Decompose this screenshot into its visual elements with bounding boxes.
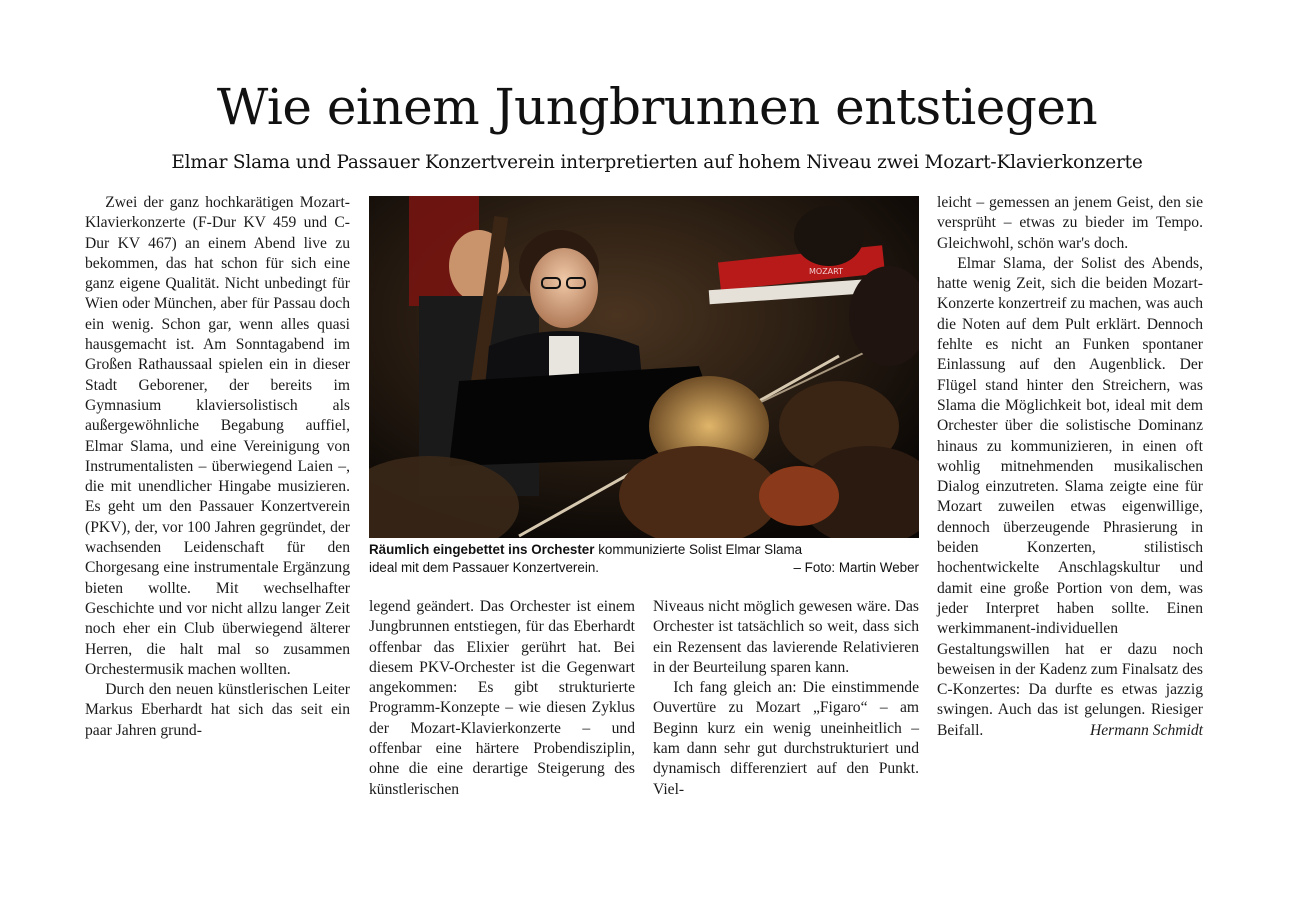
caption-text: kommunizierte Solist Elmar Slama [594, 542, 803, 557]
article-column-2 [369, 597, 635, 800]
paragraph: Niveaus nicht möglich gewesen wäre. Das Orchester ist tatsächlich so weit, dass sich ein Rezensent das lavierende Relativieren in der Beurteilung sparen kann. [653, 598, 919, 676]
concert-photo-illustration [369, 196, 919, 538]
paragraph-text: Elmar Slama, der Solist des Abends, hatte wenig Zeit, sich die beiden Mozart-Konzerte konzertreif zu machen, was auch die Noten auf dem Pult erklärt. Dennoch fehlte es nicht an Funken spontaner Einlassung auf den Augenblick. Der Flügel stand hinter den Streichern, was Slama die Möglichkeit bot, ideal mit dem Orchester über die solistische Dominanz hinaus zu kommunizieren, in einen oft wohlig mitnehmenden musikalischen Dialog einzutreten. Slama zeigte eine für Mozart zuweilen etwas eigenwillige, dennoch überzeugende Phrasierung in beiden Konzerten, stilistisch hochentwickelte Anschlagskultur und damit eine große Portion von dem, was jeder Interpret haben sollte. Einen werkimmanent-individuellen Gestaltungswillen hat er dazu noch beweisen in der Kadenz zum Finalsatz des C-Konzertes: Da durfte es etwas jazzig swingen. Auch das ist gelungen. Riesiger Beifall. [937, 254, 1203, 739]
paragraph: Ich fang gleich an: Die einstimmende Ouvertüre zu Mozart „Figaro“ – am Beginn kurz ein wenig uneinheitlich – kam dann sehr gut durchstrukturiert und dynamisch differenziert auf den Punkt. Viel- [653, 679, 919, 798]
photo-credit: – Foto: Martin Weber [793, 560, 919, 575]
article-column-1 [85, 193, 350, 741]
paragraph: legend geändert. Das Orchester ist einem Jungbrunnen entstiegen, für das Eberhardt offenbar das Elixier gerührt hat. Bei diesem PKV-Orchester ist die Gegenwart angekommen: Es gibt strukturierte Programm-Konzepte – wie diesen Zyklus der Mozart-Klavierkonzerte – und offenbar eine härtere Probendisziplin, ohne die eine derartige Steigerung des künstlerischen [369, 598, 635, 798]
headline: Wie einem Jungbrunnen entstiegen [216, 78, 1098, 136]
author-byline: Hermann Schmidt [1089, 721, 1203, 739]
sheet-music-label: MOZART [809, 267, 844, 276]
article-column-4 [937, 193, 1203, 741]
subheadline: Elmar Slama und Passauer Konzertverein interpretierten auf hohem Niveau zwei Mozart-Klavierkonzerte [171, 152, 1143, 173]
paragraph: Durch den neuen künstlerischen Leiter Markus Eberhardt hat sich das seit ein paar Jahren grund- [85, 681, 350, 739]
caption-bold: Räumlich eingebettet ins Orchester [369, 542, 595, 557]
concert-photo [369, 196, 919, 538]
article-column-3 [653, 597, 919, 800]
caption-line-2: ideal mit dem Passauer Konzertverein. [369, 560, 599, 575]
paragraph [937, 254, 1203, 741]
photo-caption [369, 541, 919, 577]
paragraph: leicht – gemessen an jenem Geist, den sie versprüht – etwas zu bieder im Tempo. Gleichwohl, schön war's doch. [937, 194, 1203, 252]
paragraph: Zwei der ganz hochkarätigen Mozart-Klavierkonzerte (F-Dur KV 459 und C-Dur KV 467) an einem Abend live zu bekommen, das hat schon für sich eine ganz eigene Qualität. Nicht unbedingt für Wien oder München, aber für Passau doch ein wenig. Schon gar, wenn alles quasi hausgemacht ist. Am Sonntagabend im Großen Rathaussaal spielen ein in dieser Stadt Geborener, der bereits im Gymnasium klaviersolistisch als außergewöhnliche Begabung auffiel, Elmar Slama, und eine Vereinigung von Instrumentalisten – überwiegend Laien –, die mit unendlicher Hingabe musizieren. Es geht um den Passauer Konzertverein (PKV), der, vor 100 Jahren gegründet, der wachsenden Leidenschaft für den Chorgesang eine instrumentale Ergänzung bieten wollte. Mit wechselhafter Geschichte und vor nicht allzu langer Zeit noch eher ein Club überwiegend älterer Herren, die halt mal so zusammen Orchestermusik machen wollten. [85, 194, 350, 678]
